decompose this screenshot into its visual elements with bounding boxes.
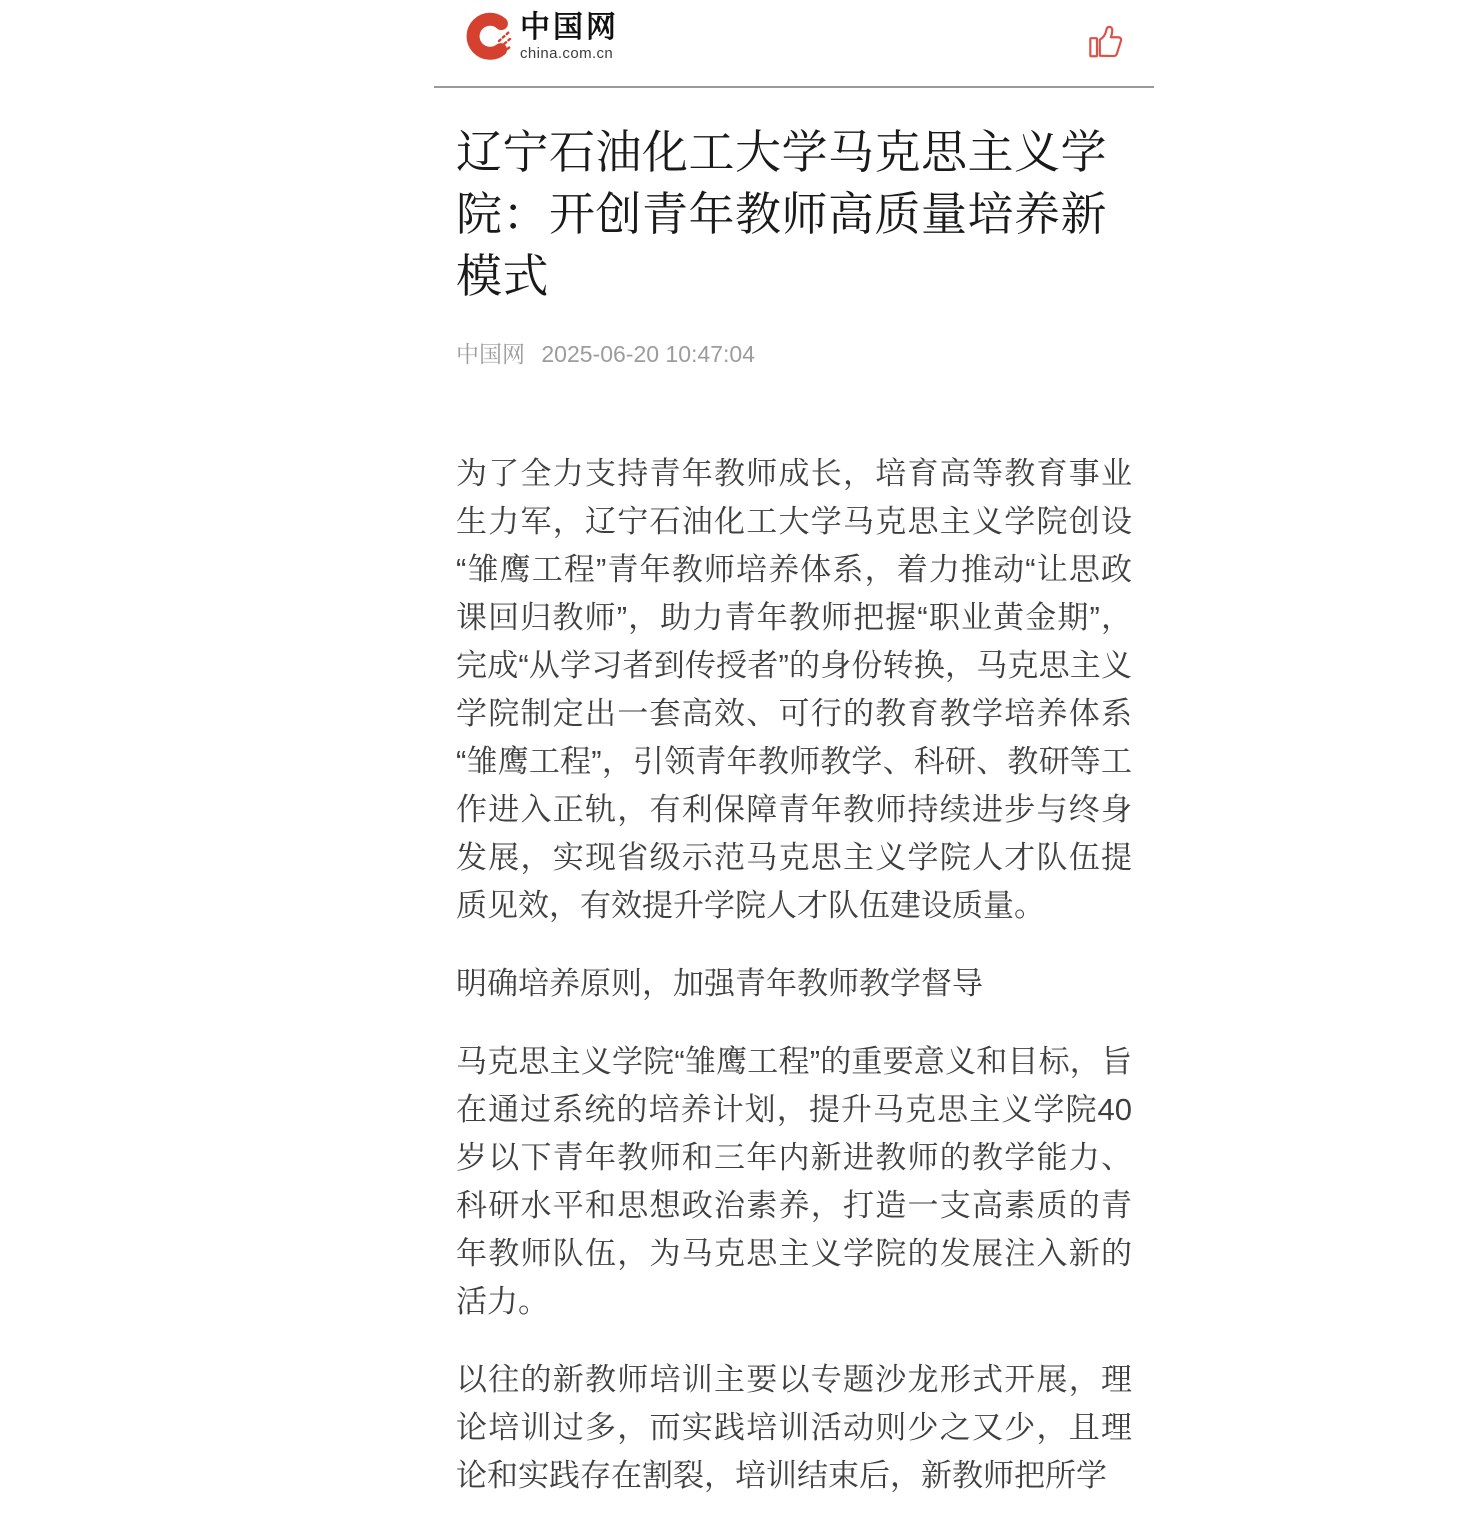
china-net-red-c-icon — [464, 11, 512, 61]
article-title: 辽宁石油化工大学马克思主义学院：开创青年教师高质量培养新模式 — [456, 126, 1107, 302]
site-logo-text — [520, 11, 619, 61]
thumbs-up-icon — [1087, 23, 1125, 61]
like-button[interactable] — [1087, 23, 1125, 61]
article-source: 中国网 — [456, 341, 525, 367]
article-body — [434, 121, 1154, 1500]
brand-domain: china.com.cn — [520, 45, 614, 62]
article-paragraph: 为了全力支持青年教师成长，培育高等教育事业生力军，辽宁石油化工大学马克思主义学院创设“雏鹰工程”青年教师培养体系，着力推动“让思政课回归教师”，助力青年教师把握“职业黄金期”，完成“从学习者到传授者”的身份转换，马克思主义学院制定出一套高效、可行的教育教学培养体系“雏鹰工程”，引领青年教师教学、科研、教研等工作进入正轨，有利保障青年教师持续进步与终身发展，实现省级示范马克思主义学院人才队伍提质见效，有效提升学院人才队伍建设质量。 — [456, 456, 1132, 923]
site-logo[interactable] — [464, 11, 619, 61]
article-datetime: 2025-06-20 10:47:04 — [541, 341, 755, 367]
article-byline — [456, 337, 1132, 371]
article-paragraph: 马克思主义学院“雏鹰工程”的重要意义和目标，旨在通过系统的培养计划，提升马克思主义学院40岁以下青年教师和三年内新进教师的教学能力、科研水平和思想政治素养，打造一支高素质的青年教师队伍，为马克思主义学院的发展注入新的活力。 — [456, 1044, 1132, 1319]
content-column — [434, 0, 1154, 1500]
site-header — [434, 0, 1154, 88]
article-paragraph: 以往的新教师培训主要以专题沙龙形式开展，理论培训过多，而实践培训活动则少之又少，且理论和实践存在割裂，培训结束后，新教师把所学 — [456, 1362, 1132, 1493]
brand-name: 中国网 — [520, 11, 619, 44]
article-subheading: 明确培养原则，加强青年教师教学督导 — [456, 966, 983, 1001]
